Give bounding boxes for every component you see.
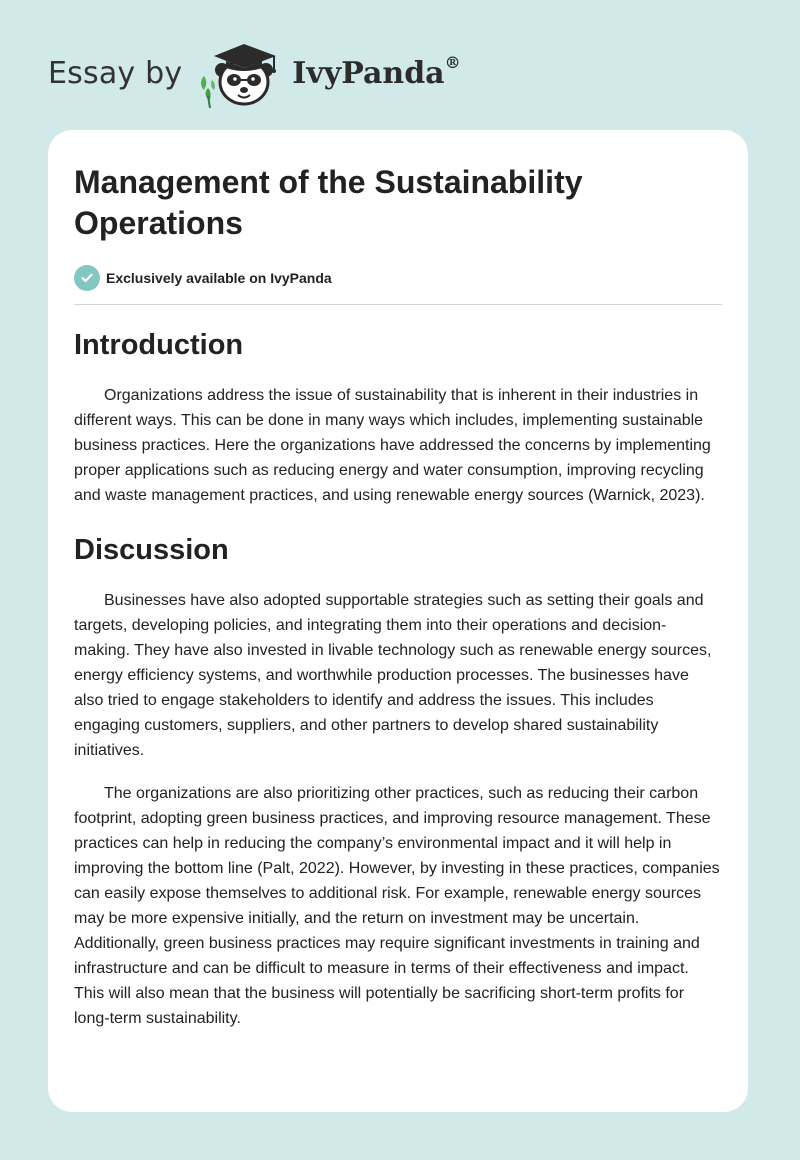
introduction-paragraph: Organizations address the issue of sustainability that is inherent in their industries in different ways. This can be done in many ways which includes, implementing sustainable business practices. Here the organizations have addressed the concerns by implementing proper applications such as reducing energy and water consumption, improving recycling and waste management practices, and using renewable energy sources (Warnick, 2023). [74,387,711,504]
essay-content [74,162,722,1031]
title-divider [74,304,722,305]
essay-title: Management of the Sustainability Operations [74,164,583,241]
site-header [48,36,461,110]
essay-by-label: Essay by [48,55,183,91]
essay-card [48,130,748,1112]
panda-graduate-icon [196,36,288,110]
brand-logo-text[interactable] [292,52,461,91]
exclusive-badge-text: Exclusively available on IvyPanda [106,270,332,286]
section-heading-introduction: Introduction [74,329,244,361]
check-circle-icon [74,265,100,291]
brand-name: IvyPanda [292,55,445,91]
section-heading-discussion: Discussion [74,534,229,566]
registered-mark: ® [444,52,461,72]
discussion-paragraph-2: The organizations are also prioritizing other practices, such as reducing their carbon footprint, adopting green business practices, and improving resource management. These practices can help in reducing the company’s environmental impact and it will help in improving the bottom line (Palt, 2022). However, by investing in these practices, companies can easily expose themselves to additional risk. For example, renewable energy sources may be more expensive initially, and the return on investment may be uncertain. Additionally, green business practices may require significant investments in training and infrastructure and can be difficult to measure in terms of their effectiveness and impact. This will also mean that the business will potentially be sacrificing short-term profits for long-term sustainability. [74,785,720,1027]
exclusive-badge [74,264,722,292]
discussion-paragraph-1: Businesses have also adopted supportable strategies such as setting their goals and targets, developing policies, and integrating them into their operations and decision-making. They have also invested in livable technology such as renewable energy sources, energy efficiency systems, and worthwhile production processes. The businesses have also tried to engage stakeholders to identify and address the issues. This includes engaging customers, suppliers, and other partners to develop shared sustainability initiatives. [74,592,712,759]
